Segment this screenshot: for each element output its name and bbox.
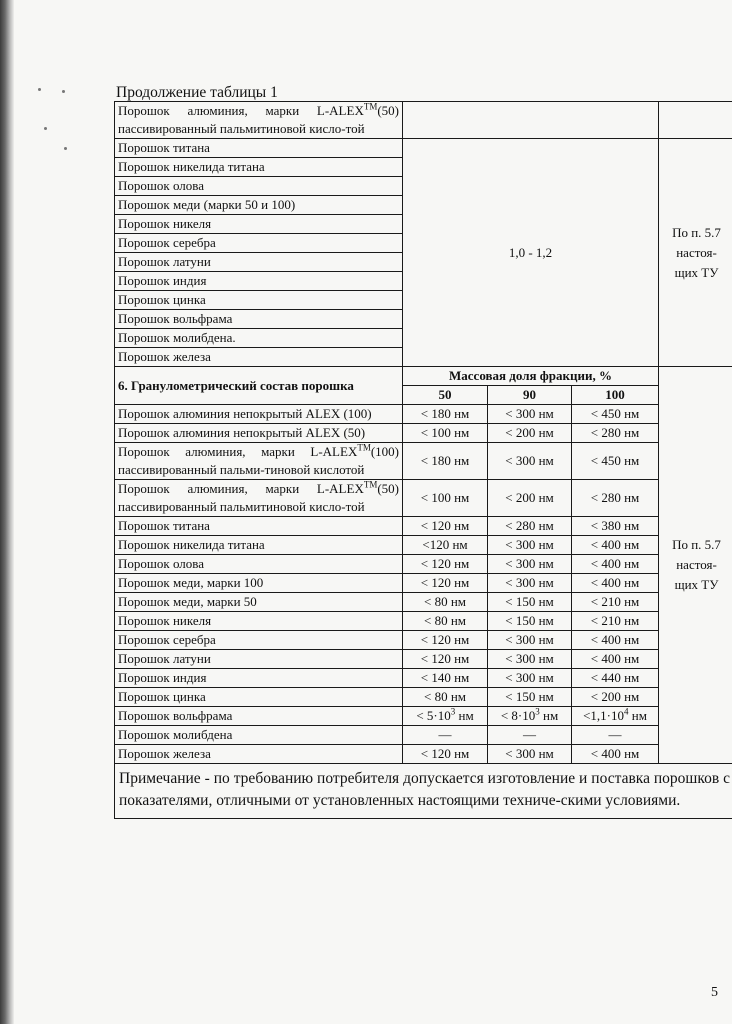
material-name: Порошок меди, марки 100 xyxy=(115,574,403,593)
value-range: 1,0 - 1,2 xyxy=(403,139,659,367)
table-row xyxy=(115,726,732,745)
fraction-value: < 120 нм xyxy=(403,631,488,650)
table-row xyxy=(115,405,732,424)
section6-body xyxy=(115,367,732,764)
table-row xyxy=(115,555,732,574)
material-name: Порошок меди (марки 50 и 100) xyxy=(115,196,403,215)
continuation-title: Продолжение таблицы 1 xyxy=(116,84,278,101)
section-header-row xyxy=(115,367,732,386)
fraction-value: < 180 нм xyxy=(403,405,488,424)
fraction-value: < 100 нм xyxy=(403,480,488,517)
fraction-value: < 80 нм xyxy=(403,593,488,612)
table-row xyxy=(115,688,732,707)
material-name: Порошок олова xyxy=(115,177,403,196)
table-row xyxy=(115,424,732,443)
material-name: Порошок алюминия, марки L-ALEX™(50) пассивированный пальмитиновой кисло-той xyxy=(115,480,403,517)
fraction-value: < 400 нм xyxy=(572,745,659,764)
material-name: Порошок алюминия, марки L-ALEX™(100) пассивированный пальми-тиновой кислотой xyxy=(115,443,403,480)
fraction-value: < 120 нм xyxy=(403,517,488,536)
fraction-value: < 450 нм xyxy=(572,443,659,480)
fraction-value: < 280 нм xyxy=(572,424,659,443)
fraction-value: < $5\cdot 10^3$ нм xyxy=(403,707,488,726)
fraction-value: < 300 нм xyxy=(488,631,572,650)
fraction-value: < 200 нм xyxy=(572,688,659,707)
fraction-value: < 140 нм xyxy=(403,669,488,688)
material-name: Порошок никелида титана xyxy=(115,536,403,555)
table-row xyxy=(115,139,732,158)
column-header: 100 xyxy=(572,386,659,405)
fraction-value: < 300 нм xyxy=(488,443,572,480)
table-row xyxy=(115,593,732,612)
page-number: 5 xyxy=(711,985,718,1000)
fraction-value: < 300 нм xyxy=(488,555,572,574)
table-row xyxy=(115,480,732,517)
material-name: Порошок индия xyxy=(115,272,403,291)
note-row xyxy=(115,764,732,819)
material-name: Порошок вольфрама xyxy=(115,707,403,726)
fraction-header: Массовая доля фракции, % xyxy=(403,367,659,386)
fraction-value: < 400 нм xyxy=(572,555,659,574)
fraction-value: < 300 нм xyxy=(488,574,572,593)
material-name: Порошок латуни xyxy=(115,253,403,272)
material-name: Порошок молибдена. xyxy=(115,329,403,348)
fraction-value: < 180 нм xyxy=(403,443,488,480)
empty-ref-cell xyxy=(659,102,732,139)
table-row xyxy=(115,612,732,631)
material-name: Порошок индия xyxy=(115,669,403,688)
fraction-value: — xyxy=(488,726,572,745)
fraction-value: < 300 нм xyxy=(488,405,572,424)
fraction-value: < 300 нм xyxy=(488,745,572,764)
fraction-value: < 120 нм xyxy=(403,574,488,593)
spec-reference: По п. 5.7 настоя- щих ТУ xyxy=(659,139,732,367)
material-name: Порошок никеля xyxy=(115,215,403,234)
fraction-value: < 120 нм xyxy=(403,745,488,764)
table-row xyxy=(115,443,732,480)
fraction-value: < 280 нм xyxy=(572,480,659,517)
fraction-value: $<1,1\cdot 10^4$ нм xyxy=(572,707,659,726)
scan-speck xyxy=(38,88,41,91)
fraction-value: < 400 нм xyxy=(572,574,659,593)
material-name: Порошок серебра xyxy=(115,234,403,253)
fraction-value: < 210 нм xyxy=(572,593,659,612)
scan-speck xyxy=(64,147,67,150)
fraction-value: < 80 нм xyxy=(403,688,488,707)
table-row xyxy=(115,517,732,536)
spec-table xyxy=(114,101,732,819)
table-row xyxy=(115,536,732,555)
material-name: Порошок цинка xyxy=(115,291,403,310)
fraction-value: < 80 нм xyxy=(403,612,488,631)
fraction-value: < 100 нм xyxy=(403,424,488,443)
material-name: Порошок алюминия, марки L-ALEX™(50) пассивированный пальмитиновой кисло-той xyxy=(115,102,403,139)
fraction-value: < 120 нм xyxy=(403,650,488,669)
fraction-value: < 380 нм xyxy=(572,517,659,536)
table-row xyxy=(115,631,732,650)
column-header: 90 xyxy=(488,386,572,405)
material-name: Порошок железа xyxy=(115,348,403,367)
material-name: Порошок вольфрама xyxy=(115,310,403,329)
table-row xyxy=(115,574,732,593)
material-name: Порошок серебра xyxy=(115,631,403,650)
material-name: Порошок молибдена xyxy=(115,726,403,745)
fraction-value: < $8\cdot 10^3$ нм xyxy=(488,707,572,726)
fraction-value: — xyxy=(572,726,659,745)
fraction-value: < 200 нм xyxy=(488,424,572,443)
fraction-value: < 400 нм xyxy=(572,650,659,669)
material-name: Порошок никелида титана xyxy=(115,158,403,177)
fraction-value: < 200 нм xyxy=(488,480,572,517)
fraction-value: — xyxy=(403,726,488,745)
table-row xyxy=(115,745,732,764)
table-row xyxy=(115,102,732,139)
fraction-value: < 120 нм xyxy=(403,555,488,574)
material-name: Порошок титана xyxy=(115,517,403,536)
fraction-value: < 150 нм xyxy=(488,688,572,707)
empty-value-cell xyxy=(403,102,659,139)
material-name: Порошок железа xyxy=(115,745,403,764)
section-title: 6. Гранулометрический состав порошка xyxy=(115,367,403,405)
scan-edge xyxy=(0,0,14,1024)
fraction-value: <120 нм xyxy=(403,536,488,555)
fraction-value: < 280 нм xyxy=(488,517,572,536)
fraction-value: < 400 нм xyxy=(572,631,659,650)
material-name: Порошок олова xyxy=(115,555,403,574)
fraction-value: < 210 нм xyxy=(572,612,659,631)
table-row xyxy=(115,669,732,688)
note-text: Примечание - по требованию потребителя допускается изготовление и поставка порошков с показателями, отличными от установленных настоящими техниче-скими условиями. xyxy=(115,764,732,819)
table-row xyxy=(115,707,732,726)
fraction-value: < 450 нм xyxy=(572,405,659,424)
fraction-value: < 440 нм xyxy=(572,669,659,688)
column-header: 50 xyxy=(403,386,488,405)
fraction-value: < 150 нм xyxy=(488,612,572,631)
fraction-value: < 300 нм xyxy=(488,669,572,688)
fraction-value: < 400 нм xyxy=(572,536,659,555)
scan-speck xyxy=(44,127,47,130)
part1-body xyxy=(115,102,732,367)
material-name: Порошок меди, марки 50 xyxy=(115,593,403,612)
material-name: Порошок титана xyxy=(115,139,403,158)
scan-speck xyxy=(62,90,65,93)
spec-reference: По п. 5.7 настоя- щих ТУ xyxy=(659,367,732,764)
fraction-value: < 150 нм xyxy=(488,593,572,612)
material-name: Порошок никеля xyxy=(115,612,403,631)
material-name: Порошок алюминия непокрытый ALEX (50) xyxy=(115,424,403,443)
material-name: Порошок алюминия непокрытый ALEX (100) xyxy=(115,405,403,424)
material-name: Порошок цинка xyxy=(115,688,403,707)
material-name: Порошок латуни xyxy=(115,650,403,669)
fraction-value: < 300 нм xyxy=(488,650,572,669)
fraction-value: < 300 нм xyxy=(488,536,572,555)
table-row xyxy=(115,650,732,669)
